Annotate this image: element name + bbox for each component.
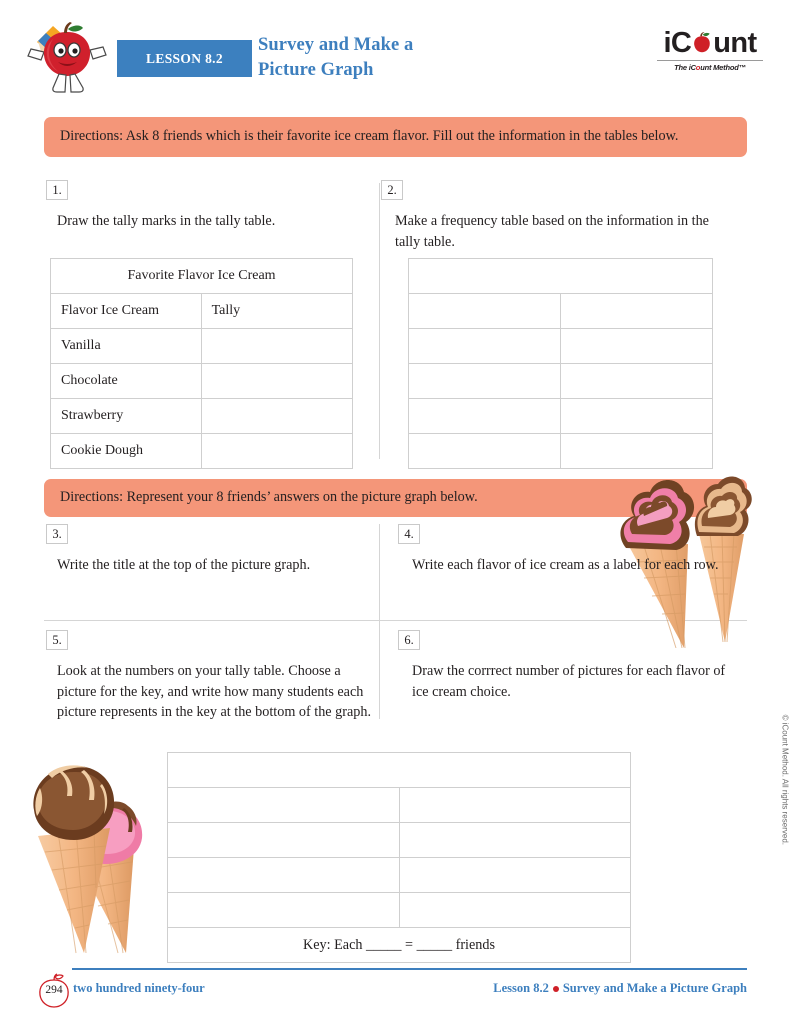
picture-graph-cell[interactable] (168, 893, 400, 928)
picture-graph-cell[interactable] (399, 823, 631, 858)
footer-bullet-icon (553, 986, 559, 992)
tally-row-value-strawberry[interactable] (201, 399, 352, 434)
frequency-cell[interactable] (560, 364, 713, 399)
picture-graph-title[interactable] (168, 753, 631, 788)
question-3-text: Write the title at the top of the picture graph. (57, 557, 311, 573)
picture-graph-cell[interactable] (168, 823, 400, 858)
frequency-cell[interactable] (409, 434, 561, 469)
question-4-number: 4. (398, 524, 420, 544)
tally-table (50, 258, 353, 469)
question-2-text: Make a frequency table based on the information in the tally table. (395, 213, 709, 250)
picture-graph-cell[interactable] (399, 893, 631, 928)
page-header (0, 0, 791, 105)
logo-divider (657, 60, 763, 61)
question-1-number: 1. (46, 180, 68, 200)
picture-graph-cell[interactable] (168, 858, 400, 893)
logo-tagline-pre: The iC (674, 63, 696, 72)
tally-row-value-chocolate[interactable] (201, 364, 352, 399)
lesson-badge (117, 40, 252, 77)
tally-row-value-cookie-dough[interactable] (201, 434, 352, 469)
logo-tagline-post: unt Method (700, 63, 739, 72)
table-row (168, 788, 631, 823)
page-title (258, 33, 588, 83)
table-row (409, 364, 713, 399)
table-row (409, 329, 713, 364)
tally-row-value-vanilla[interactable] (201, 329, 352, 364)
question-5 (46, 630, 376, 723)
page-title-line2: Picture Graph (258, 60, 374, 80)
picture-graph-cell[interactable] (399, 858, 631, 893)
column-divider-bottom (379, 524, 380, 719)
question-1 (46, 180, 376, 232)
logo-tagline-tm: ™ (738, 63, 746, 72)
frequency-cell[interactable] (409, 329, 561, 364)
picture-graph-table (167, 752, 631, 963)
table-row (51, 294, 353, 329)
question-1-text: Draw the tally marks in the tally table. (57, 213, 276, 229)
frequency-cell[interactable] (560, 329, 713, 364)
logo-tagline (654, 63, 766, 72)
table-row (409, 294, 713, 329)
table-row (168, 893, 631, 928)
frequency-cell[interactable] (560, 399, 713, 434)
table-row (168, 753, 631, 788)
frequency-table (408, 258, 713, 469)
logo-tagline-dot: o (695, 63, 701, 72)
frequency-cell[interactable] (560, 294, 713, 329)
directions-banner-2: Directions: Represent your 8 friends’ answers on the picture graph below. (44, 479, 747, 517)
table-row (168, 823, 631, 858)
question-6-text: Draw the corrrect number of pictures for each flavor of ice cream choice. (412, 663, 726, 700)
table-row (51, 434, 353, 469)
question-5-number: 5. (46, 630, 68, 650)
table-row (168, 858, 631, 893)
frequency-cell[interactable] (409, 364, 561, 399)
footer-divider (72, 968, 747, 970)
picture-graph-cell[interactable] (168, 788, 400, 823)
apple-o-icon (691, 32, 713, 54)
table-row (51, 329, 353, 364)
page-title-line1: Survey and Make a (258, 35, 414, 55)
footer-lesson-info (493, 981, 747, 996)
logo-wordmark: iC unt (663, 27, 757, 59)
table-row (409, 399, 713, 434)
tally-table-header-flavor: Flavor Ice Cream (51, 294, 202, 329)
question-3-number: 3. (46, 524, 68, 544)
question-6 (398, 630, 738, 702)
icount-logo (654, 28, 766, 80)
copyright-notice: © iCount Method. All rights reserved. (780, 714, 789, 845)
question-2 (381, 180, 721, 252)
question-5-text: Look at the numbers on your tally table. Choose a picture for the key, and write how many students each picture represents in the key at the bottom of the graph. (57, 663, 371, 720)
question-4 (398, 524, 728, 576)
question-2-number: 2. (381, 180, 403, 200)
scoop-cones-illustration (18, 748, 168, 960)
tally-row-label-strawberry: Strawberry (51, 399, 202, 434)
page-number-words: two hundred ninety-four (73, 981, 205, 995)
page-number-badge (35, 973, 73, 1009)
apple-with-pencil-mascot (22, 22, 112, 94)
picture-graph-cell[interactable] (399, 788, 631, 823)
page-number: 294 (45, 984, 63, 996)
frequency-cell[interactable] (409, 399, 561, 434)
question-6-number: 6. (398, 630, 420, 650)
picture-graph-key[interactable]: Key: Each _____ = _____ friends (168, 928, 631, 963)
question-3 (46, 524, 376, 576)
frequency-cell[interactable] (409, 294, 561, 329)
tally-table-header-tally: Tally (201, 294, 352, 329)
tally-row-label-cookie-dough: Cookie Dough (51, 434, 202, 469)
table-row (51, 399, 353, 434)
lesson-badge-label: LESSON 8.2 (145, 50, 224, 66)
footer-lesson-label: Lesson 8.2 (493, 981, 549, 995)
table-row (409, 259, 713, 294)
column-divider-top (379, 183, 380, 459)
tally-row-label-vanilla: Vanilla (51, 329, 202, 364)
page-footer (0, 950, 791, 1024)
frequency-table-title[interactable] (409, 259, 713, 294)
table-row (51, 259, 353, 294)
tally-table-title: Favorite Flavor Ice Cream (51, 259, 353, 294)
table-row (51, 364, 353, 399)
footer-lesson-title: Survey and Make a Picture Graph (562, 981, 747, 995)
directions-banner-1: Directions: Ask 8 friends which is their favorite ice cream flavor. Fill out the information in the tables below. (44, 117, 747, 157)
tally-row-label-chocolate: Chocolate (51, 364, 202, 399)
question-4-text: Write each flavor of ice cream as a label for each row. (412, 557, 719, 573)
